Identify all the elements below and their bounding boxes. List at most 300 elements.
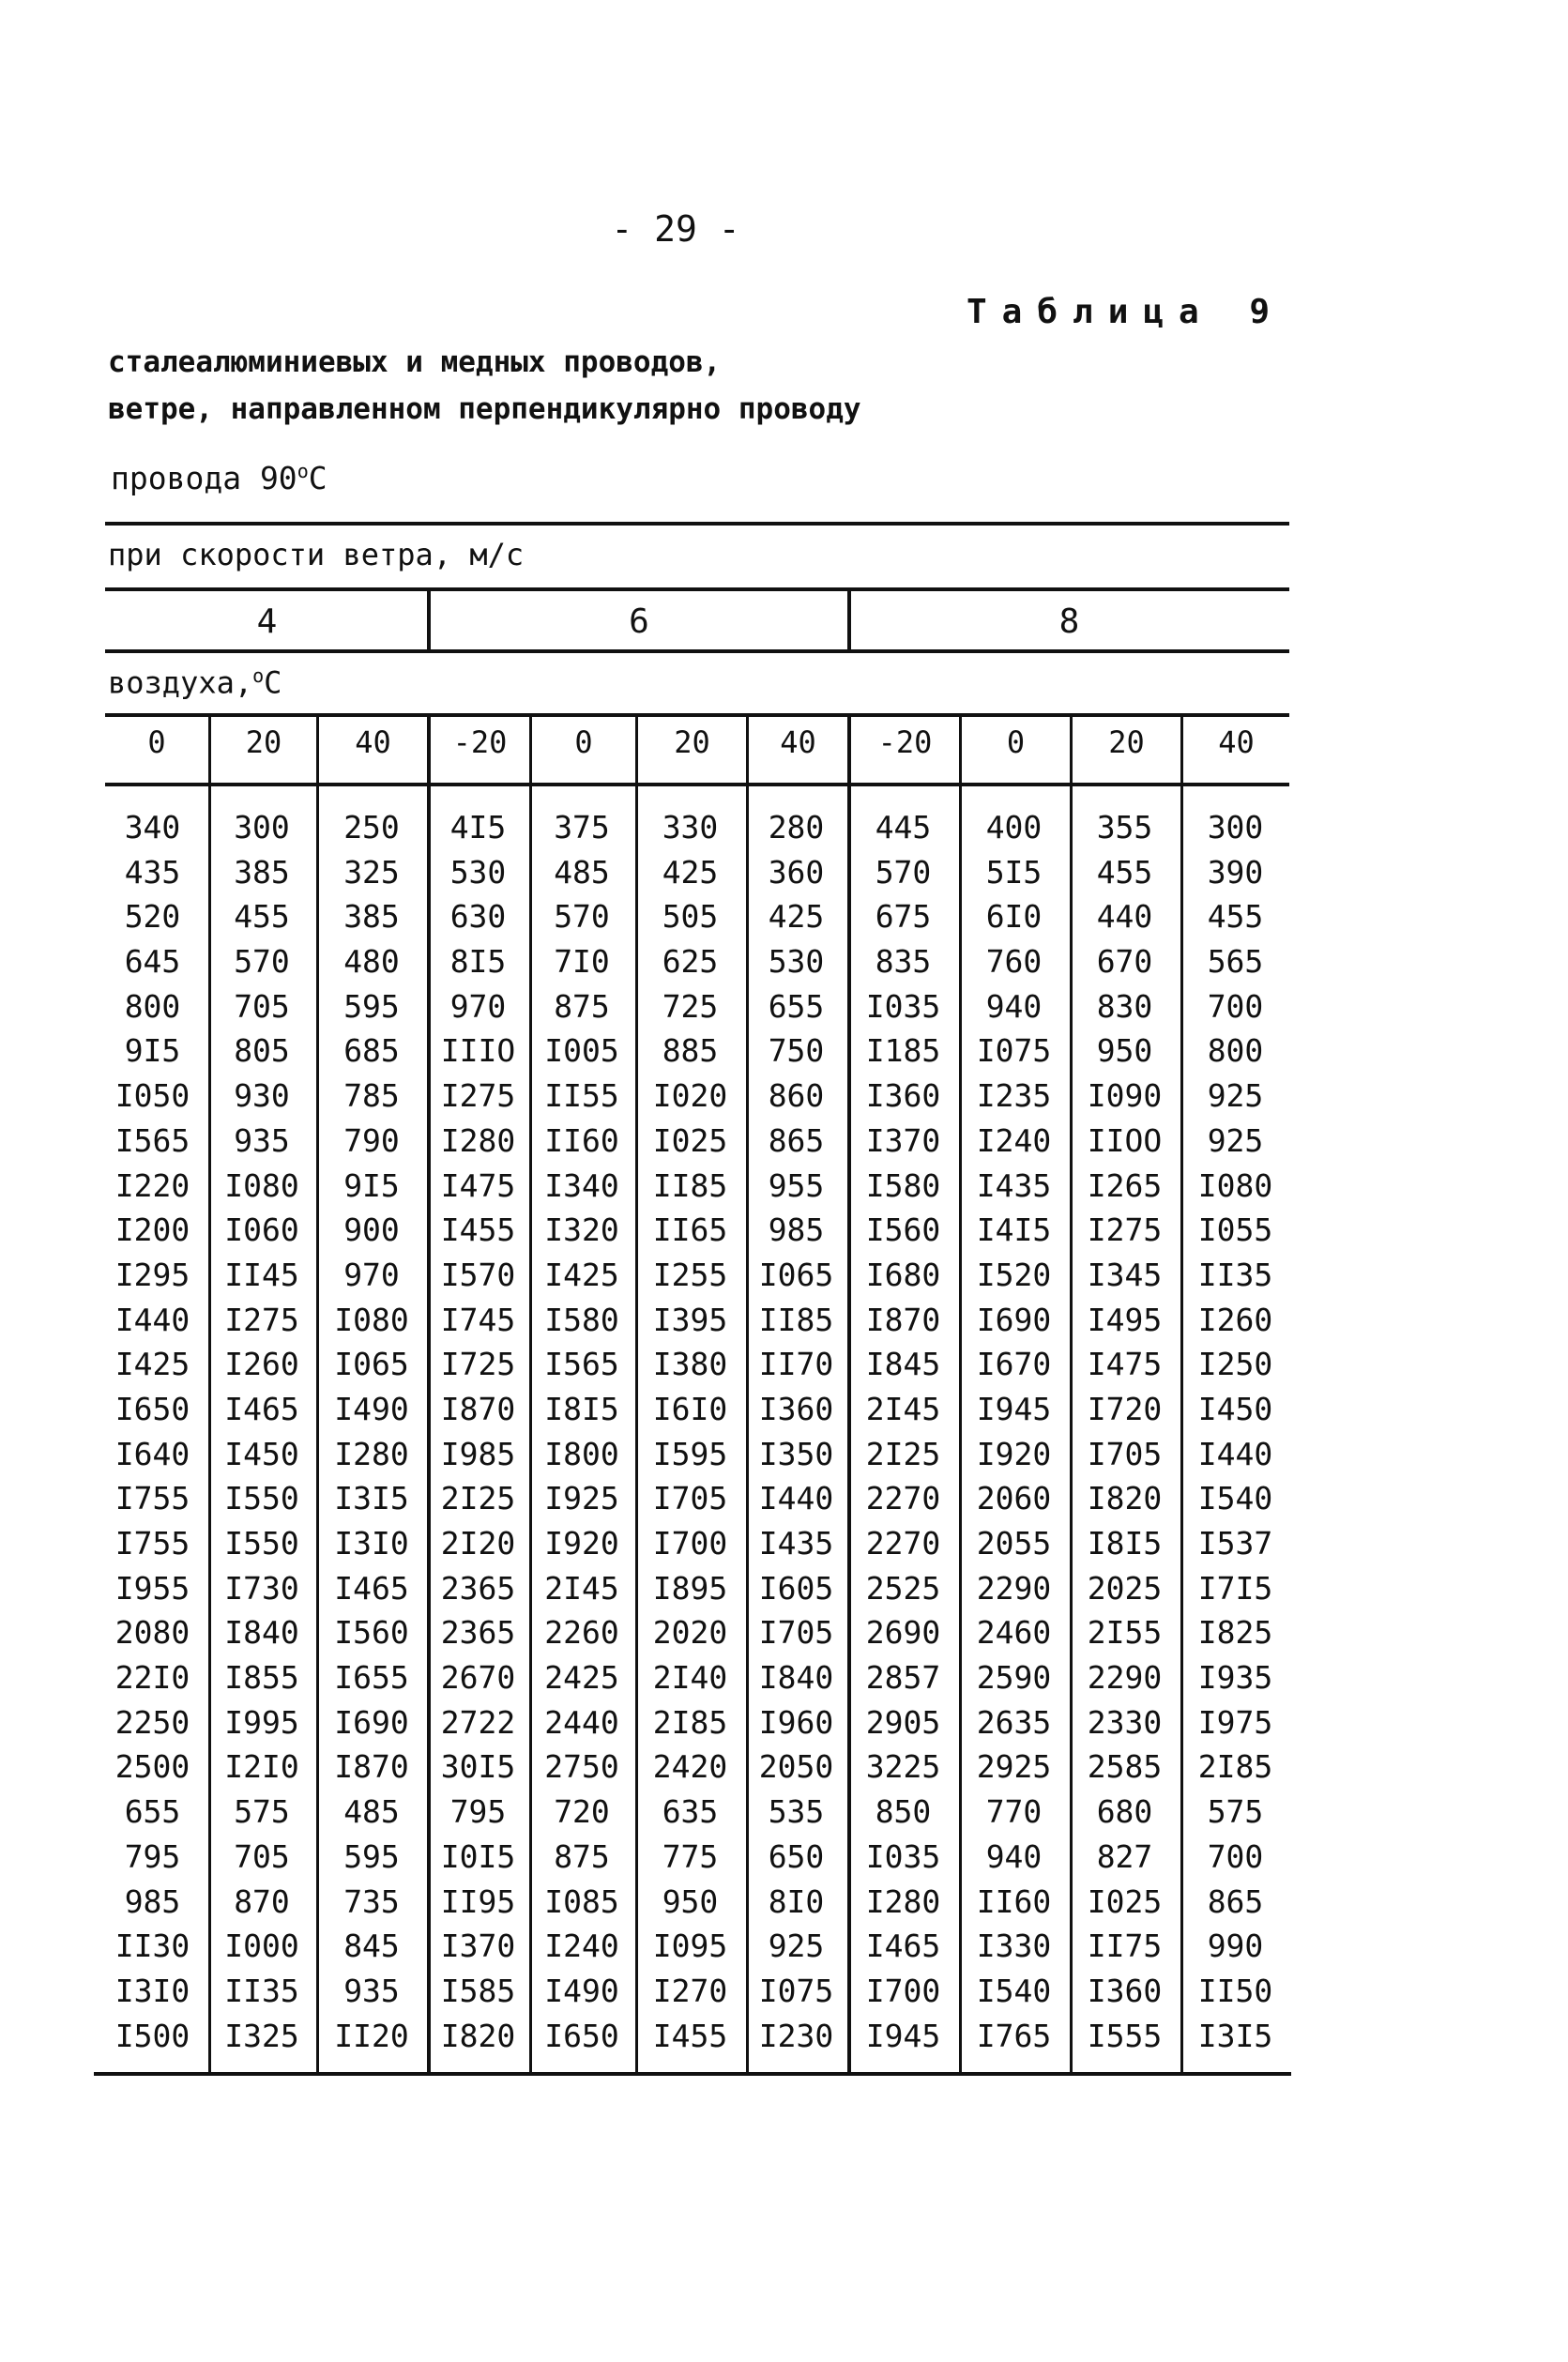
table-cell: 800 — [1207, 1032, 1264, 1070]
table-cell: 400 — [985, 809, 1043, 846]
table-cell: 7I0 — [554, 943, 610, 981]
temp-header-10: 20 — [1108, 724, 1145, 760]
table-row — [99, 1793, 1290, 1838]
table-cell: 2690 — [865, 1614, 941, 1652]
table-cell: I075 — [976, 1032, 1052, 1070]
table-row — [99, 1748, 1290, 1793]
table-cell: 505 — [662, 898, 719, 936]
table-cell: 565 — [1207, 943, 1264, 981]
table-cell: I820 — [440, 2017, 516, 2054]
table-cell: 985 — [124, 1882, 181, 1920]
table-cell: I025 — [652, 1121, 728, 1159]
table-cell: 725 — [662, 987, 719, 1025]
table-cell: II50 — [1197, 1972, 1273, 2009]
table-cell: 575 — [234, 1793, 290, 1831]
table-cell: I7I5 — [1197, 1569, 1273, 1607]
table-cell: I655 — [334, 1659, 409, 1697]
table-cell: I540 — [1197, 1480, 1273, 1517]
table-cell: 670 — [1096, 943, 1153, 981]
table-cell: I435 — [758, 1525, 834, 1562]
table-cell: I065 — [334, 1346, 409, 1383]
rule-data-top — [105, 783, 1289, 786]
rule-top — [105, 522, 1289, 526]
table-cell: I065 — [758, 1256, 834, 1293]
table-cell: I340 — [544, 1166, 619, 1204]
table-cell: I595 — [652, 1435, 728, 1472]
table-cell: 985 — [768, 1211, 825, 1249]
table-cell: 2722 — [440, 1703, 516, 1741]
temp-header-9: 0 — [1006, 724, 1026, 760]
table-cell: 390 — [1207, 853, 1264, 891]
table-cell: II20 — [334, 2017, 409, 2054]
table-cell: 2440 — [544, 1703, 619, 1741]
table-cell: I640 — [114, 1435, 190, 1472]
temp-header-1: 0 — [147, 724, 166, 760]
air-temperature-label — [108, 664, 282, 701]
table-cell: 2I25 — [440, 1480, 516, 1517]
table-cell: I295 — [114, 1256, 190, 1293]
table-cell: I925 — [544, 1480, 619, 1517]
temp-header-6: 20 — [674, 724, 710, 760]
caption-line-1: сталеалюминиевых и медных проводов, — [108, 345, 722, 379]
table-cell: 2750 — [544, 1748, 619, 1786]
table-cell: I540 — [976, 1972, 1052, 2009]
table-cell: 2365 — [440, 1614, 516, 1652]
temp-header-4: -20 — [452, 724, 508, 760]
table-cell: 805 — [234, 1032, 290, 1070]
table-cell: II30 — [114, 1928, 190, 1965]
table-row — [99, 1614, 1290, 1659]
table-cell: I840 — [224, 1614, 299, 1652]
table-cell: I455 — [652, 2017, 728, 2054]
table-cell: 750 — [768, 1032, 825, 1070]
table-cell: I280 — [334, 1435, 409, 1472]
table-cell: I800 — [544, 1435, 619, 1472]
table-cell: 685 — [343, 1032, 400, 1070]
table-cell: II85 — [758, 1301, 834, 1338]
table-cell: I035 — [865, 987, 941, 1025]
table-cell: 2365 — [440, 1569, 516, 1607]
table-cell: I450 — [224, 1435, 299, 1472]
table-cell: 990 — [1207, 1928, 1264, 1965]
table-cell: 770 — [985, 1793, 1043, 1831]
table-cell: 360 — [768, 853, 825, 891]
table-cell: I920 — [544, 1525, 619, 1562]
table-cell: 355 — [1096, 809, 1153, 846]
temp-header-11: 40 — [1218, 724, 1255, 760]
table-cell: I330 — [976, 1928, 1052, 1965]
air-unit: С — [264, 664, 282, 701]
table-cell: I6I0 — [652, 1390, 728, 1427]
table-cell: 680 — [1096, 1793, 1153, 1831]
wind-divider-2 — [847, 589, 851, 651]
table-cell: 875 — [554, 1837, 610, 1875]
table-cell: 455 — [234, 898, 290, 936]
table-cell: I360 — [758, 1390, 834, 1427]
table-cell: I650 — [114, 1390, 190, 1427]
table-cell: 950 — [1096, 1032, 1153, 1070]
table-cell: II35 — [1197, 1256, 1273, 1293]
table-cell: I440 — [1197, 1435, 1273, 1472]
table-cell: 435 — [124, 853, 181, 891]
table-cell: I280 — [440, 1121, 516, 1159]
table-cell: I360 — [1087, 1972, 1163, 2009]
table-cell: 625 — [662, 943, 719, 981]
table-cell: I945 — [976, 1390, 1052, 1427]
table-cell: I3I5 — [334, 1480, 409, 1517]
table-cell: 2I40 — [652, 1659, 728, 1697]
table-cell: I465 — [334, 1569, 409, 1607]
table-row — [99, 1211, 1290, 1257]
table-cell: 675 — [875, 898, 932, 936]
table-cell: II85 — [652, 1166, 728, 1204]
table-cell: I075 — [758, 1972, 834, 2009]
temp-header-3: 40 — [355, 724, 391, 760]
table-cell: 445 — [875, 809, 932, 846]
table-cell: I895 — [652, 1569, 728, 1607]
table-cell: I090 — [1087, 1077, 1163, 1115]
table-cell: 760 — [985, 943, 1043, 981]
table-cell: I720 — [1087, 1390, 1163, 1427]
table-row — [99, 1346, 1290, 1391]
table-cell: 385 — [343, 898, 400, 936]
table-row — [99, 1122, 1290, 1167]
table-cell: I235 — [976, 1077, 1052, 1115]
table-cell: 425 — [768, 898, 825, 936]
table-cell: 827 — [1096, 1837, 1153, 1875]
temp-header-5: 0 — [574, 724, 593, 760]
table-cell: 530 — [768, 943, 825, 981]
table-cell: IIOO — [1087, 1121, 1163, 1159]
table-cell: I825 — [1197, 1614, 1273, 1652]
table-cell: I985 — [440, 1435, 516, 1472]
table-cell: 2585 — [1087, 1748, 1163, 1786]
table-row — [99, 1302, 1290, 1347]
table-cell: 455 — [1096, 853, 1153, 891]
table-cell: I870 — [865, 1301, 941, 1338]
table-cell: 850 — [875, 1793, 932, 1831]
table-cell: 865 — [768, 1121, 825, 1159]
table-cell: 5I5 — [985, 853, 1043, 891]
table-cell: I275 — [440, 1077, 516, 1115]
table-cell: 2857 — [865, 1659, 941, 1697]
table-cell: I345 — [1087, 1256, 1163, 1293]
table-cell: 425 — [662, 853, 719, 891]
table-cell: I555 — [1087, 2017, 1163, 2054]
table-cell: I230 — [758, 2017, 834, 2054]
rule-air — [105, 649, 1289, 653]
table-cell: I000 — [224, 1928, 299, 1965]
table-cell: I085 — [544, 1882, 619, 1920]
wind-speed-4: 4 — [256, 602, 278, 641]
table-row — [99, 854, 1290, 899]
caption-line-2: ветре, направленном перпендикулярно проводу — [108, 392, 861, 426]
table-cell: 2925 — [976, 1748, 1052, 1786]
table-cell: 925 — [1207, 1121, 1264, 1159]
table-row — [99, 1436, 1290, 1481]
table-cell: 375 — [554, 809, 610, 846]
table-row — [99, 1032, 1290, 1077]
table-cell: 2460 — [976, 1614, 1052, 1652]
table-cell: 935 — [343, 1972, 400, 2009]
subcaption-prefix: провода 90 — [111, 460, 297, 496]
table-row — [99, 1883, 1290, 1928]
table-cell: I0I5 — [440, 1837, 516, 1875]
table-cell: 8I0 — [768, 1882, 825, 1920]
wind-speed-6: 6 — [629, 602, 649, 641]
table-cell: I520 — [976, 1256, 1052, 1293]
table-cell: I490 — [544, 1972, 619, 2009]
table-cell: I8I5 — [1087, 1525, 1163, 1562]
table-cell: I440 — [114, 1301, 190, 1338]
table-cell: I055 — [1197, 1211, 1273, 1249]
table-cell: 785 — [343, 1077, 400, 1115]
table-cell: I580 — [865, 1166, 941, 1204]
table-cell: 570 — [234, 943, 290, 981]
table-cell: 2290 — [1087, 1659, 1163, 1697]
table-cell: 900 — [343, 1211, 400, 1249]
table-cell: II55 — [544, 1077, 619, 1115]
table-cell: I425 — [544, 1256, 619, 1293]
table-cell: II95 — [440, 1882, 516, 1920]
table-cell: I275 — [1087, 1211, 1163, 1249]
table-cell: I500 — [114, 2017, 190, 2054]
table-cell: 940 — [985, 987, 1043, 1025]
table-cell: 2270 — [865, 1525, 941, 1562]
wind-speed-8: 8 — [1058, 602, 1080, 641]
table-cell: 440 — [1096, 898, 1153, 936]
table-cell: 570 — [554, 898, 610, 936]
table-cell: 940 — [985, 1837, 1043, 1875]
table-cell: 330 — [662, 809, 719, 846]
temp-header-2: 20 — [245, 724, 282, 760]
table-cell: I920 — [976, 1435, 1052, 1472]
table-cell: II60 — [544, 1121, 619, 1159]
table-cell: I275 — [224, 1301, 299, 1338]
table-cell: 8I5 — [449, 943, 507, 981]
table-cell: I975 — [1197, 1703, 1273, 1741]
table-cell: I565 — [114, 1121, 190, 1159]
table-cell: 2270 — [865, 1480, 941, 1517]
table-cell: 520 — [124, 898, 181, 936]
table-cell: 535 — [768, 1793, 825, 1831]
table-row — [99, 1704, 1290, 1749]
table-cell: 2I25 — [865, 1435, 941, 1472]
table-cell: I350 — [758, 1435, 834, 1472]
table-cell: I260 — [224, 1346, 299, 1383]
table-cell: 845 — [343, 1928, 400, 1965]
table-row — [99, 1659, 1290, 1704]
table-cell: 970 — [449, 987, 507, 1025]
table-cell: 575 — [1207, 1793, 1264, 1831]
table-cell: I060 — [224, 1211, 299, 1249]
air-degree: о — [252, 664, 265, 687]
table-cell: I820 — [1087, 1480, 1163, 1517]
table-cell: I855 — [224, 1659, 299, 1697]
table-cell: 875 — [554, 987, 610, 1025]
table-cell: 635 — [662, 1793, 719, 1831]
ampacity-table-body — [99, 809, 1290, 2062]
table-cell: I240 — [544, 1928, 619, 1965]
table-cell: 2I55 — [1087, 1614, 1163, 1652]
table-cell: I935 — [1197, 1659, 1273, 1697]
table-cell: 22I0 — [114, 1659, 190, 1697]
table-cell: I650 — [544, 2017, 619, 2054]
table-cell: 2670 — [440, 1659, 516, 1697]
table-cell: I250 — [1197, 1346, 1273, 1383]
table-cell: 655 — [124, 1793, 181, 1831]
table-cell: 865 — [1207, 1882, 1264, 1920]
table-cell: 595 — [343, 1837, 400, 1875]
table-cell: 795 — [449, 1793, 507, 1831]
table-cell: I005 — [544, 1032, 619, 1070]
rule-temps — [105, 713, 1289, 717]
table-cell: I680 — [865, 1256, 941, 1293]
table-cell: 2525 — [865, 1569, 941, 1607]
table-cell: I755 — [114, 1480, 190, 1517]
table-cell: II35 — [224, 1972, 299, 2009]
table-cell: 935 — [234, 1121, 290, 1159]
table-cell: I2I0 — [224, 1748, 299, 1786]
table-cell: 950 — [662, 1882, 719, 1920]
table-cell: I450 — [1197, 1390, 1273, 1427]
table-cell: I605 — [758, 1569, 834, 1607]
table-cell: 790 — [343, 1121, 400, 1159]
table-cell: 455 — [1207, 898, 1264, 936]
table-cell: I490 — [334, 1390, 409, 1427]
table-cell: 2I45 — [865, 1390, 941, 1427]
table-cell: I095 — [652, 1928, 728, 1965]
table-cell: 2020 — [652, 1614, 728, 1652]
table-cell: I960 — [758, 1703, 834, 1741]
table-row — [99, 1928, 1290, 1973]
table-cell: I690 — [976, 1301, 1052, 1338]
table-cell: 9I5 — [343, 1166, 400, 1204]
table-cell: 2635 — [976, 1703, 1052, 1741]
table-cell: I455 — [440, 1211, 516, 1249]
table-row — [99, 1391, 1290, 1436]
table-cell: I955 — [114, 1569, 190, 1607]
table-cell: I265 — [1087, 1166, 1163, 1204]
temp-header-8: -20 — [877, 724, 933, 760]
table-row — [99, 2018, 1290, 2063]
table-cell: 280 — [768, 809, 825, 846]
table-cell: I435 — [976, 1166, 1052, 1204]
table-cell: I080 — [1197, 1166, 1273, 1204]
table-cell: I240 — [976, 1121, 1052, 1159]
table-cell: 925 — [1207, 1077, 1264, 1115]
table-cell: 4I5 — [449, 809, 507, 846]
table-cell: 2260 — [544, 1614, 619, 1652]
table-cell: I565 — [544, 1346, 619, 1383]
table-cell: I370 — [440, 1928, 516, 1965]
table-cell: 2055 — [976, 1525, 1052, 1562]
table-row — [99, 809, 1290, 854]
table-cell: 2420 — [652, 1748, 728, 1786]
table-cell: 2I20 — [440, 1525, 516, 1562]
table-cell: 700 — [1207, 987, 1264, 1025]
table-cell: 2060 — [976, 1480, 1052, 1517]
table-cell: I570 — [440, 1256, 516, 1293]
table-cell: 645 — [124, 943, 181, 981]
temp-header-7: 40 — [780, 724, 816, 760]
table-cell: 860 — [768, 1077, 825, 1115]
table-cell: 250 — [343, 809, 400, 846]
table-cell: 385 — [234, 853, 290, 891]
table-cell: I870 — [440, 1390, 516, 1427]
table-cell: 2500 — [114, 1748, 190, 1786]
table-row — [99, 988, 1290, 1033]
table-cell: 30I5 — [440, 1748, 516, 1786]
table-cell: I755 — [114, 1525, 190, 1562]
table-cell: I945 — [865, 2017, 941, 2054]
table-cell: 2050 — [758, 1748, 834, 1786]
table-cell: I700 — [865, 1972, 941, 2009]
table-cell: I3I5 — [1197, 2017, 1273, 2054]
table-cell: I360 — [865, 1077, 941, 1115]
table-cell: I465 — [865, 1928, 941, 1965]
table-cell: 300 — [1207, 809, 1264, 846]
table-cell: 485 — [554, 853, 610, 891]
table-cell: I705 — [758, 1614, 834, 1652]
table-row — [99, 1480, 1290, 1525]
table-cell: I725 — [440, 1346, 516, 1383]
table-cell: 650 — [768, 1837, 825, 1875]
table-cell: I080 — [334, 1301, 409, 1338]
table-cell: I370 — [865, 1121, 941, 1159]
table-cell: I325 — [224, 2017, 299, 2054]
table-row — [99, 943, 1290, 988]
table-cell: IIIO — [440, 1032, 516, 1070]
table-row — [99, 898, 1290, 943]
table-cell: 2I85 — [652, 1703, 728, 1741]
table-cell: I220 — [114, 1166, 190, 1204]
table-cell: 800 — [124, 987, 181, 1025]
table-cell: I3I0 — [114, 1972, 190, 2009]
table-cell: I4I5 — [976, 1211, 1052, 1249]
table-cell: I020 — [652, 1077, 728, 1115]
table-title: Таблица 9 — [967, 293, 1286, 331]
table-cell: II45 — [224, 1256, 299, 1293]
table-cell: I845 — [865, 1346, 941, 1383]
table-cell: II75 — [1087, 1928, 1163, 1965]
table-cell: 2025 — [1087, 1569, 1163, 1607]
table-cell: I550 — [224, 1525, 299, 1562]
table-cell: II70 — [758, 1346, 834, 1383]
table-cell: 570 — [875, 853, 932, 891]
table-cell: I560 — [865, 1211, 941, 1249]
table-cell: 630 — [449, 898, 507, 936]
table-cell: 925 — [768, 1928, 825, 1965]
table-cell: 595 — [343, 987, 400, 1025]
table-cell: I870 — [334, 1748, 409, 1786]
table-cell: 6I0 — [985, 898, 1043, 936]
table-cell: 2I85 — [1197, 1748, 1273, 1786]
table-row — [99, 1257, 1290, 1302]
table-cell: 485 — [343, 1793, 400, 1831]
table-cell: I705 — [1087, 1435, 1163, 1472]
table-row — [99, 1167, 1290, 1212]
table-cell: 830 — [1096, 987, 1153, 1025]
table-cell: I8I5 — [544, 1390, 619, 1427]
table-cell: 2290 — [976, 1569, 1052, 1607]
subcaption-degree: о — [297, 460, 309, 482]
table-cell: I537 — [1197, 1525, 1273, 1562]
table-cell: 3225 — [865, 1748, 941, 1786]
table-cell: 775 — [662, 1837, 719, 1875]
table-row — [99, 1570, 1290, 1615]
table-cell: I320 — [544, 1211, 619, 1249]
